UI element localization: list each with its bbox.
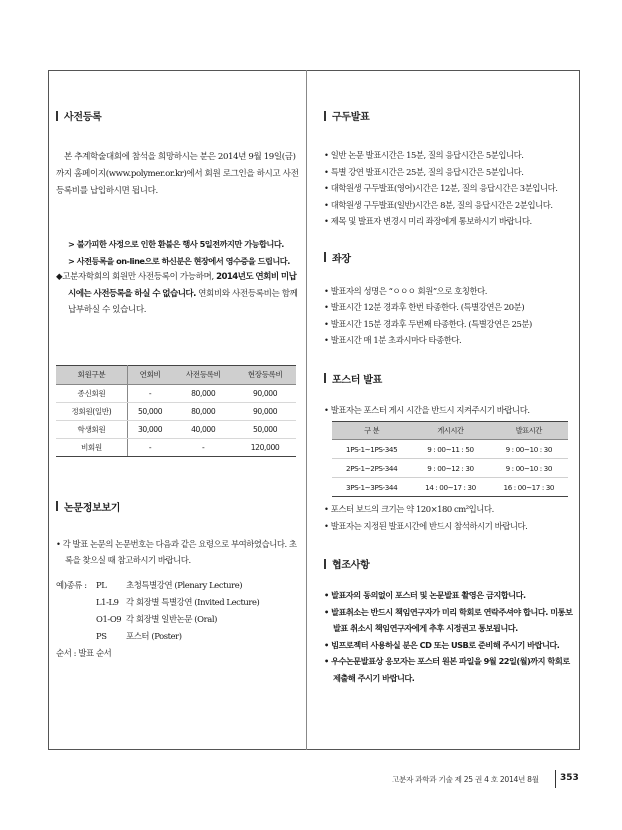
paper-type-code: L1-L9 — [96, 596, 119, 607]
poster-cell: 2PS-1~2PS-344 — [332, 459, 411, 478]
paper-type-desc: 초청특별강연 (Plenary Lecture) — [126, 579, 243, 590]
poster-header-cell: 구 분 — [332, 422, 411, 440]
poster-size-note: • 포스터 보드의 크기는 약 120×180 cm²입니다. — [324, 504, 494, 514]
paper-type-item — [56, 611, 300, 628]
section-title-text: 포스터 발표 — [332, 374, 382, 386]
paper-type-list — [56, 577, 300, 662]
poster-cell: 1PS-1~1PS-345 — [332, 440, 411, 459]
section-bar-icon — [56, 111, 58, 121]
fee-table-row — [56, 438, 296, 456]
chair-item: • 발표시간 매 1분 초과시마다 타종한다. — [324, 335, 462, 345]
poster-intro: • 발표자는 포스터 게시 시간을 반드시 지켜주시기 바랍니다. — [324, 404, 530, 415]
receipt-note: > 사전등록을 on-line으로 하신분은 현장에서 영수증을 드립니다. — [68, 255, 290, 266]
poster-header-cell: 게시시간 — [411, 422, 489, 440]
fee-cell: 90,000 — [234, 402, 296, 420]
membership-note — [56, 269, 300, 319]
poster-cell: 16 : 00~17 : 30 — [490, 478, 568, 497]
oral-item: • 대학원생 구두발표(영어)시간은 12분, 질의 응답시간은 3분입니다. — [324, 183, 558, 193]
poster-table-row — [332, 478, 568, 497]
section-title-text: 사전등록 — [64, 112, 102, 123]
section-title-poster — [324, 371, 574, 386]
section-bar-icon — [324, 559, 326, 569]
left-column — [56, 108, 300, 662]
fee-cell: 120,000 — [234, 438, 296, 456]
fee-header-cell: 연회비 — [127, 365, 172, 384]
section-title-registration — [56, 108, 300, 123]
fee-cell: - — [172, 438, 234, 456]
section-title-text: 좌장 — [332, 253, 351, 265]
section-bar-icon — [324, 252, 326, 262]
poster-attend-note: • 발표자는 지정된 발표시간에 반드시 참석하시기 바랍니다. — [324, 520, 528, 531]
cooperation-item: • 빔프로젝터 사용하실 분은 CD 또는 USB로 준비해 주시기 바랍니다. — [324, 639, 560, 650]
chair-item: • 발표시간 15분 경과후 두번째 타종한다. (특별강연은 25분) — [324, 318, 532, 329]
oral-item: • 대학원생 구두발표(일반)시간은 8분, 질의 응답시간은 2분입니다. — [324, 199, 553, 210]
numbering-bullet: • 각 발표 논문의 논문번호는 다음과 같은 요령으로 부여하였습니다. 초록을 찾으실 때 참고하시기 바랍니다. — [56, 538, 297, 565]
fee-cell: 학생회원 — [56, 420, 127, 438]
page-number: 353 — [560, 773, 579, 783]
cooperation-item: • 우수논문발표상 응모자는 포스터 원본 파일을 9월 22일(월)까지 학회로 제출해 주시기 바랍니다. — [324, 656, 570, 683]
paper-type-code: PS — [96, 630, 107, 641]
cooperation-list — [324, 587, 574, 686]
column-divider — [306, 70, 307, 750]
poster-cell: 9 : 00~11 : 50 — [411, 440, 489, 459]
paper-type-desc: 각 회장별 특별강연 (Invited Lecture) — [126, 596, 260, 607]
fee-cell: 종신회원 — [56, 384, 127, 402]
section-title-numbering — [56, 499, 300, 514]
refund-note: > 불가피한 사정으로 인한 환불은 행사 5일전까지만 가능합니다. — [68, 239, 284, 249]
fee-cell: - — [127, 384, 172, 402]
fee-header-cell: 현장등록비 — [234, 365, 296, 384]
fee-cell: 비회원 — [56, 438, 127, 456]
section-title-text: 구두발표 — [332, 112, 370, 123]
footer-divider — [555, 770, 556, 788]
poster-cell: 9 : 00~10 : 30 — [490, 440, 568, 459]
fee-cell: 90,000 — [234, 384, 296, 402]
oral-item: • 일반 논문 발표시간은 15분, 질의 응답시간은 5분입니다. — [324, 150, 524, 160]
membership-note-text-2: 연회비와 사전등록비는 함께 납부하실 수 있습니다. — [68, 288, 298, 315]
fee-header-cell: 사전등록비 — [172, 365, 234, 384]
fee-cell: 50,000 — [127, 402, 172, 420]
paper-type-item — [56, 628, 300, 645]
section-bar-icon — [324, 111, 326, 121]
chair-list — [324, 283, 574, 349]
poster-cell: 14 : 00~17 : 30 — [411, 478, 489, 497]
presentation-order: 순서 : 발표 순서 — [56, 647, 112, 658]
poster-header-cell: 발표시간 — [490, 422, 568, 440]
membership-note-bold: 2014년도 연회비 미납시에는 사전등록을 하실 수 없습니다. — [68, 272, 297, 299]
section-title-text: 협조사항 — [332, 560, 370, 571]
membership-note-text-1: 고분자학회의 회원만 사전등록이 가능하며, — [62, 272, 217, 282]
cooperation-item: • 발표자의 동의없이 포스터 및 논문발표 촬영은 금지합니다. — [324, 590, 526, 600]
fee-table-row — [56, 420, 296, 438]
oral-item: • 특별 강연 발표시간은 25분, 질의 응답시간은 5분입니다. — [324, 166, 524, 177]
cooperation-item: • 발표취소는 반드시 책임연구자가 미리 학회로 연락주셔야 합니다. 미통보 발표 취소시 책임연구자에게 추후 시정권고 통보됩니다. — [324, 606, 573, 633]
poster-cell: 9 : 00~12 : 30 — [411, 459, 489, 478]
fee-cell: 정회원(일반) — [56, 402, 127, 420]
section-title-text: 논문정보보기 — [64, 502, 121, 514]
paper-type-code: O1-O9 — [96, 613, 122, 624]
section-title-cooperation — [324, 556, 574, 571]
section-bar-icon — [324, 373, 326, 383]
fee-cell: 30,000 — [127, 420, 172, 438]
fee-table-row — [56, 384, 296, 402]
registration-intro: 본 추계학술대회에 참석을 희망하시는 분은 2014년 9월 19일(금)까지 홈페이지(www.polymer.or.kr)에서 회원 로그인을 하시고 사전등록비를 납입하시면 됩니다. — [56, 152, 299, 196]
poster-table-row — [332, 440, 568, 459]
fee-cell: 50,000 — [234, 420, 296, 438]
paper-type-item — [56, 577, 300, 594]
oral-list — [324, 147, 574, 230]
paper-type-item — [56, 594, 300, 611]
fee-cell: 80,000 — [172, 402, 234, 420]
fee-cell: 80,000 — [172, 384, 234, 402]
section-bar-icon — [56, 501, 58, 511]
registration-notes — [56, 236, 300, 319]
oral-item: • 제목 및 발표자 변경시 미리 좌장에게 통보하시기 바랍니다. — [324, 216, 532, 226]
fee-cell: 40,000 — [172, 420, 234, 438]
chair-item: • 발표자의 성명은 “ㅇㅇㅇ 회원”으로 호칭한다. — [324, 285, 487, 296]
paper-type-desc: 각 회장별 일반논문 (Oral) — [126, 613, 217, 624]
chair-item: • 발표시간 12분 경과후 한번 타종한다. (특별강연은 20분) — [324, 302, 525, 312]
paper-type-code: PL — [96, 579, 107, 590]
paper-type-label: 예)종류 : — [56, 579, 87, 590]
poster-table-header — [332, 422, 568, 440]
diamond-icon: ◆ — [56, 272, 63, 282]
poster-table — [332, 421, 568, 497]
poster-cell: 3PS-1~3PS-344 — [332, 478, 411, 497]
paper-type-desc: 포스터 (Poster) — [126, 630, 182, 641]
section-title-chair — [324, 250, 574, 265]
fee-table — [56, 365, 296, 457]
section-title-oral — [324, 108, 574, 123]
fee-table-row — [56, 402, 296, 420]
fee-table-header — [56, 365, 296, 384]
journal-footer: 고분자 과학과 기술 제 25 권 4 호 2014년 8월 — [392, 775, 539, 784]
poster-cell: 9 : 00~10 : 30 — [490, 459, 568, 478]
right-column — [324, 108, 574, 686]
fee-header-cell: 회원구분 — [56, 365, 127, 384]
poster-table-row — [332, 459, 568, 478]
fee-cell: - — [127, 438, 172, 456]
